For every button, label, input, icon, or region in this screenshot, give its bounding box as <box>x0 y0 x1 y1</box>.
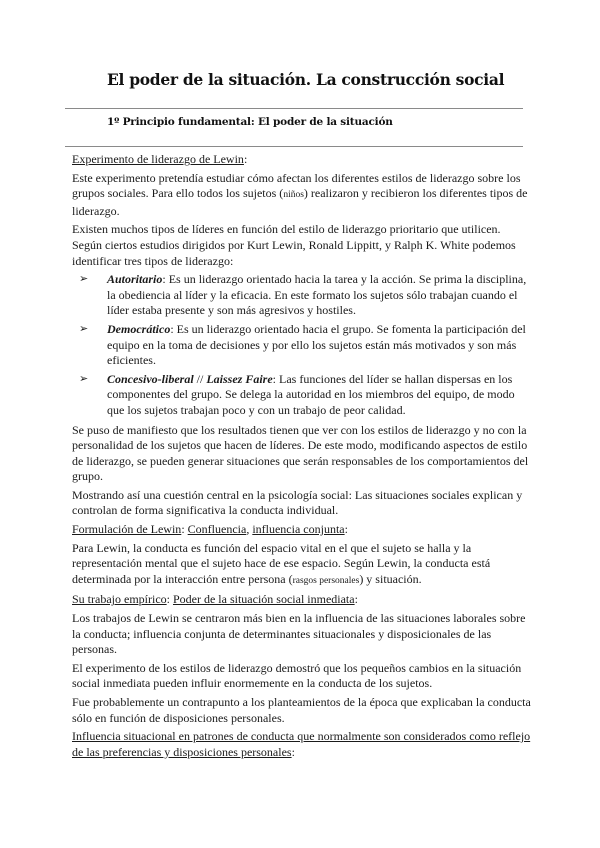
section-heading-lewin-experiment: Experimento de liderazgo de Lewin: <box>72 152 248 166</box>
paragraph: Este experimento pretendía estudiar cómo afectan los diferentes estilos de liderazgo sobre los grupos sociales. Para ello todos los sujetos (niños) realizaron y recibieron los diferentes tipos de liderazgo. <box>72 170 528 218</box>
paragraph: Fue probablemente un contrapunto a los planteamientos de la época que explicaban la conducta sólo en función de disposiciones personales. <box>72 695 531 725</box>
paragraph: Mostrando así una cuestión central en la psicología social: Las situaciones sociales explican y controlan de forma significativa la conducta individual. <box>72 487 523 518</box>
paragraph: Los trabajos de Lewin se centraron más bien en la influencia de las situaciones laborales sobre la conducta; influencia conjunta de determinantes situacionales y disposicionales de las personas. <box>72 611 526 657</box>
section-subtitle: 1º Principio fundamental: El poder de la situación <box>107 116 393 128</box>
paragraph: Se puso de manifiesto que los resultados tienen que ver con los estilos de liderazgo y no con la personalidad de los sujetos que hacen de líderes. De este modo, modificando aspectos de estilo de liderazgo, se pueden generar situaciones que serán responsables de los comportamientos del grupo. <box>72 422 529 484</box>
arrow-bullet-icon: ➢ <box>79 322 89 335</box>
paragraph: Existen muchos tipos de líderes en función del estilo de liderazgo prioritario que utilicen. Según ciertos estudios dirigidos por Kurt Lewin, Ronald Lippitt, y Ralph K. White podemos identificar tres tipos de liderazgo: <box>72 222 516 268</box>
section-heading-empirical-work: Su trabajo empírico: Poder de la situación social inmediata: <box>72 592 358 607</box>
paragraph: Para Lewin, la conducta es función del espacio vital en el que el sujeto se halla y la representación mental que el sujeto hace de ese espacio. Según Lewin, la conducta está determinada por la interacción entre persona (rasgos personales) y situación. <box>72 540 491 586</box>
page-title: El poder de la situación. La construcción social <box>107 70 505 89</box>
list-item-autoritario: ➢ Autoritario: Es un liderazgo orientado hacia la tarea y la acción. Se prima la disciplina, la obediencia al líder y la eficacia. En este formato los sujetos sólo trabajan cuando el líder estaba presente y son más agresivos y hostiles. <box>79 272 527 318</box>
paragraph: El experimento de los estilos de liderazgo demostró que los pequeños cambios en la situación social inmediata pueden influir enormemente en la conducta de los sujetos. <box>72 660 522 691</box>
document-body <box>72 152 532 763</box>
list-item-democratico: ➢ Democrático: Es un liderazgo orientado hacia el grupo. Se fomenta la participación del equipo en la toma de decisiones y por ello los sujetos están más motivados y son más eficientes. <box>79 321 526 368</box>
divider <box>65 146 523 147</box>
arrow-bullet-icon: ➢ <box>79 372 89 385</box>
section-heading-situational-influence: Influencia situacional en patrones de conducta que normalmente son considerados como reflejo de las preferencias y disposiciones personales: <box>72 729 531 759</box>
section-heading-lewin-formulation: Formulación de Lewin: Confluencia, influencia conjunta: <box>72 522 348 537</box>
divider <box>65 108 523 109</box>
leadership-types-list <box>72 272 532 418</box>
arrow-bullet-icon: ➢ <box>79 273 89 286</box>
list-item-concesivo-liberal: ➢ Concesivo-liberal // Laissez Faire: Las funciones del líder se hallan dispersas en los componentes del grupo. Se delega la autoridad en los miembros del equipo, de modo que los sujetos trabajan poco y con un trabajo de peor calidad. <box>79 371 515 417</box>
